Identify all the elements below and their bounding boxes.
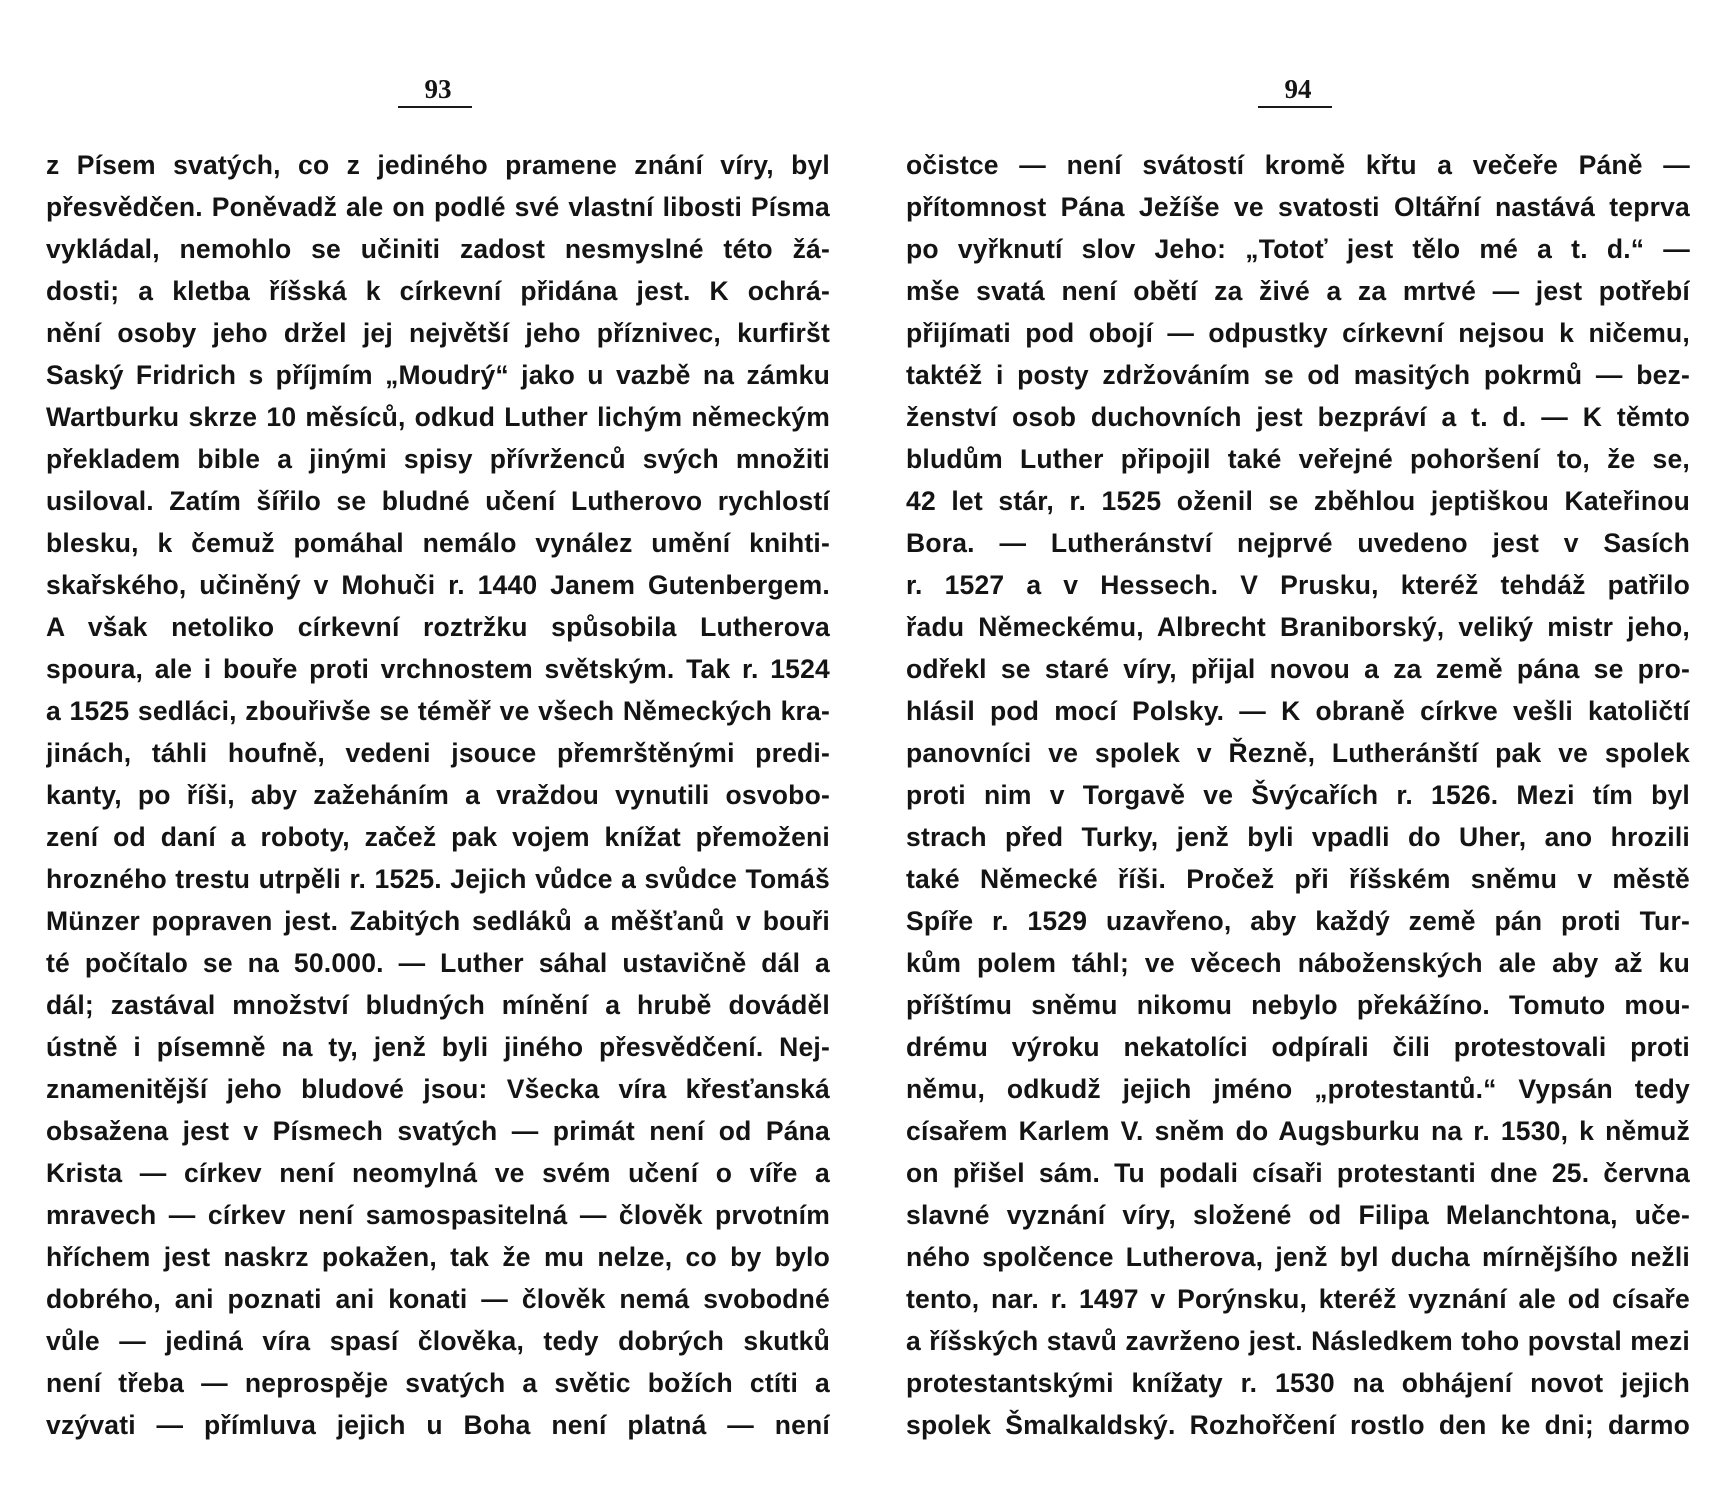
text-line: Wartburku skrze 10 měsíců, odkud Luther lichým německým xyxy=(46,402,830,432)
text-line: usiloval. Zatím šířilo se bludné učení Lutherovo rychlostí xyxy=(46,486,830,516)
text-line: té počítalo se na 50.000. — Luther sáhal ustavičně dál a xyxy=(46,948,830,978)
text-line: příštímu sněmu nikomu nebylo překážíno. Tomuto mou- xyxy=(906,990,1690,1020)
text-line: Krista — církev není neomylná ve svém učení o víře a xyxy=(46,1158,830,1188)
text-line: Saský Fridrich s příjmím „Moudrý“ jako u vazbě na zámku xyxy=(46,360,830,390)
text-line: také Německé říši. Pročež při říšském sněmu v městě xyxy=(906,864,1690,894)
text-line: proti nim v Torgavě ve Švýcařích r. 1526. Mezi tím byl xyxy=(906,780,1690,810)
text-line: skařského, učiněný v Mohuči r. 1440 Janem Gutenbergem. xyxy=(46,570,830,600)
text-line: dosti; a kletba říšská k církevní přidána jest. K ochrá- xyxy=(46,276,830,306)
text-line: překladem bible a jinými spisy přívrženců svých množiti xyxy=(46,444,830,474)
text-line: ženství osob duchovních jest bezpráví a t. d. — K těmto xyxy=(906,402,1690,432)
text-line: dál; zastával množství bludných mínění a hrubě dováděl xyxy=(46,990,830,1020)
text-line: jinách, táhli houfně, vedeni jsouce přemrštěnými predi- xyxy=(46,738,830,768)
right-page-text xyxy=(906,144,1690,1446)
text-line: r. 1527 a v Hessech. V Prusku, kteréž tehdáž patřilo xyxy=(906,570,1690,600)
text-line: kům polem táhl; ve věcech náboženských ale aby až ku xyxy=(906,948,1690,978)
text-line: taktéž i posty zdržováním se od masitých pokrmů — bez- xyxy=(906,360,1690,390)
left-page-text xyxy=(46,144,830,1446)
text-line: blesku, k čemuž pomáhal nemálo vynález umění knihti- xyxy=(46,528,830,558)
text-line: ústně i písemně na ty, jenž byli jiného přesvědčení. Nej- xyxy=(46,1032,830,1062)
text-line: Bora. — Lutheránství nejprvé uvedeno jest v Sasích xyxy=(906,528,1690,558)
text-line: vzývati — přímluva jejich u Boha není platná — není xyxy=(46,1410,830,1440)
text-line: vůle — jediná víra spasí člověka, tedy dobrých skutků xyxy=(46,1326,830,1356)
text-line: spoura, ale i bouře proti vrchnostem světským. Tak r. 1524 xyxy=(46,654,830,684)
text-line: strach před Turky, jenž byli vpadli do Uher, ano hrozili xyxy=(906,822,1690,852)
text-line: zení od daní a roboty, začež pak vojem knížat přemoženi xyxy=(46,822,830,852)
text-line: přesvědčen. Poněvadž ale on podlé své vlastní libosti Písma xyxy=(46,192,830,222)
text-line: dobrého, ani poznati ani konati — člověk nemá svobodné xyxy=(46,1284,830,1314)
text-line: němu, odkudž jejich jméno „protestantů.“ Vypsán tedy xyxy=(906,1074,1690,1104)
text-line: A však netoliko církevní roztržku spůsobila Lutherova xyxy=(46,612,830,642)
text-line: tento, nar. r. 1497 v Porýnsku, kteréž vyznání ale od císaře xyxy=(906,1284,1690,1314)
text-line: a říšských stavů zavrženo jest. Následkem toho povstal mezi xyxy=(906,1326,1690,1356)
text-line: a 1525 sedláci, zbouřivše se téměř ve všech Německých kra- xyxy=(46,696,830,726)
text-line: protestantskými knížaty r. 1530 na obhájení novot jejich xyxy=(906,1368,1690,1398)
text-line: po vyřknutí slov Jeho: „Totoť jest tělo mé a t. d.“ — xyxy=(906,234,1690,264)
page-number: 93 xyxy=(424,74,452,104)
text-line: hrozného trestu utrpěli r. 1525. Jejich vůdce a svůdce Tomáš xyxy=(46,864,830,894)
text-line: očistce — není svátostí kromě křtu a večeře Páně — xyxy=(906,150,1690,180)
text-line: slavné vyznání víry, složené od Filipa Melanchtona, uče- xyxy=(906,1200,1690,1230)
text-line: není třeba — neprospěje svatých a světic božích ctíti a xyxy=(46,1368,830,1398)
text-line: bludům Luther připojil také veřejné pohoršení to, že se, xyxy=(906,444,1690,474)
text-line: odřekl se staré víry, přijal novou a za země pána se pro- xyxy=(906,654,1690,684)
right-page xyxy=(906,74,1690,1446)
text-line: přítomnost Pána Ježíše ve svatosti Oltářní nastává teprva xyxy=(906,192,1690,222)
text-line: Spíře r. 1529 uzavřeno, aby každý země pán proti Tur- xyxy=(906,906,1690,936)
text-line: hlásil pod mocí Polsky. — K obraně církve vešli katoličtí xyxy=(906,696,1690,726)
text-line: císařem Karlem V. sněm do Augsburku na r. 1530, k němuž xyxy=(906,1116,1690,1146)
text-line: nění osoby jeho držel jej největší jeho příznivec, kurfiršt xyxy=(46,318,830,348)
text-line: vykládal, nemohlo se učiniti zadost nesmyslné této žá- xyxy=(46,234,830,264)
text-line: ného spolčence Lutherova, jenž byl ducha mírnějšího nežli xyxy=(906,1242,1690,1272)
text-line: mše svatá není obětí za živé a za mrtvé — jest potřebí xyxy=(906,276,1690,306)
text-line: panovníci ve spolek v Řezně, Lutheránští pak ve spolek xyxy=(906,738,1690,768)
text-line: spolek Šmalkaldský. Rozhořčení rostlo den ke dni; darmo xyxy=(906,1410,1690,1440)
text-line: 42 let stár, r. 1525 oženil se zběhlou jeptiškou Kateřinou xyxy=(906,486,1690,516)
text-line: Münzer popraven jest. Zabitých sedláků a měšťanů v bouři xyxy=(46,906,830,936)
text-line: řadu Německému, Albrecht Braniborský, veliký mistr jeho, xyxy=(906,612,1690,642)
text-line: z Písem svatých, co z jediného pramene znání víry, byl xyxy=(46,150,830,180)
text-line: znamenitější jeho bludové jsou: Všecka víra křesťanská xyxy=(46,1074,830,1104)
left-page xyxy=(46,74,830,1446)
page-number: 94 xyxy=(1284,74,1312,104)
text-line: hříchem jest naskrz pokažen, tak že mu nelze, co by bylo xyxy=(46,1242,830,1272)
text-line: on přišel sám. Tu podali císaři protestanti dne 25. června xyxy=(906,1158,1690,1188)
text-line: kanty, po říši, aby zažeháním a vraždou vynutili osvobo- xyxy=(46,780,830,810)
text-line: obsažena jest v Písmech svatých — primát není od Pána xyxy=(46,1116,830,1146)
text-line: mravech — církev není samospasitelná — člověk prvotním xyxy=(46,1200,830,1230)
text-line: přijímati pod obojí — odpustky církevní nejsou k ničemu, xyxy=(906,318,1690,348)
text-line: drému výroku nekatolíci odpírali čili protestovali proti xyxy=(906,1032,1690,1062)
